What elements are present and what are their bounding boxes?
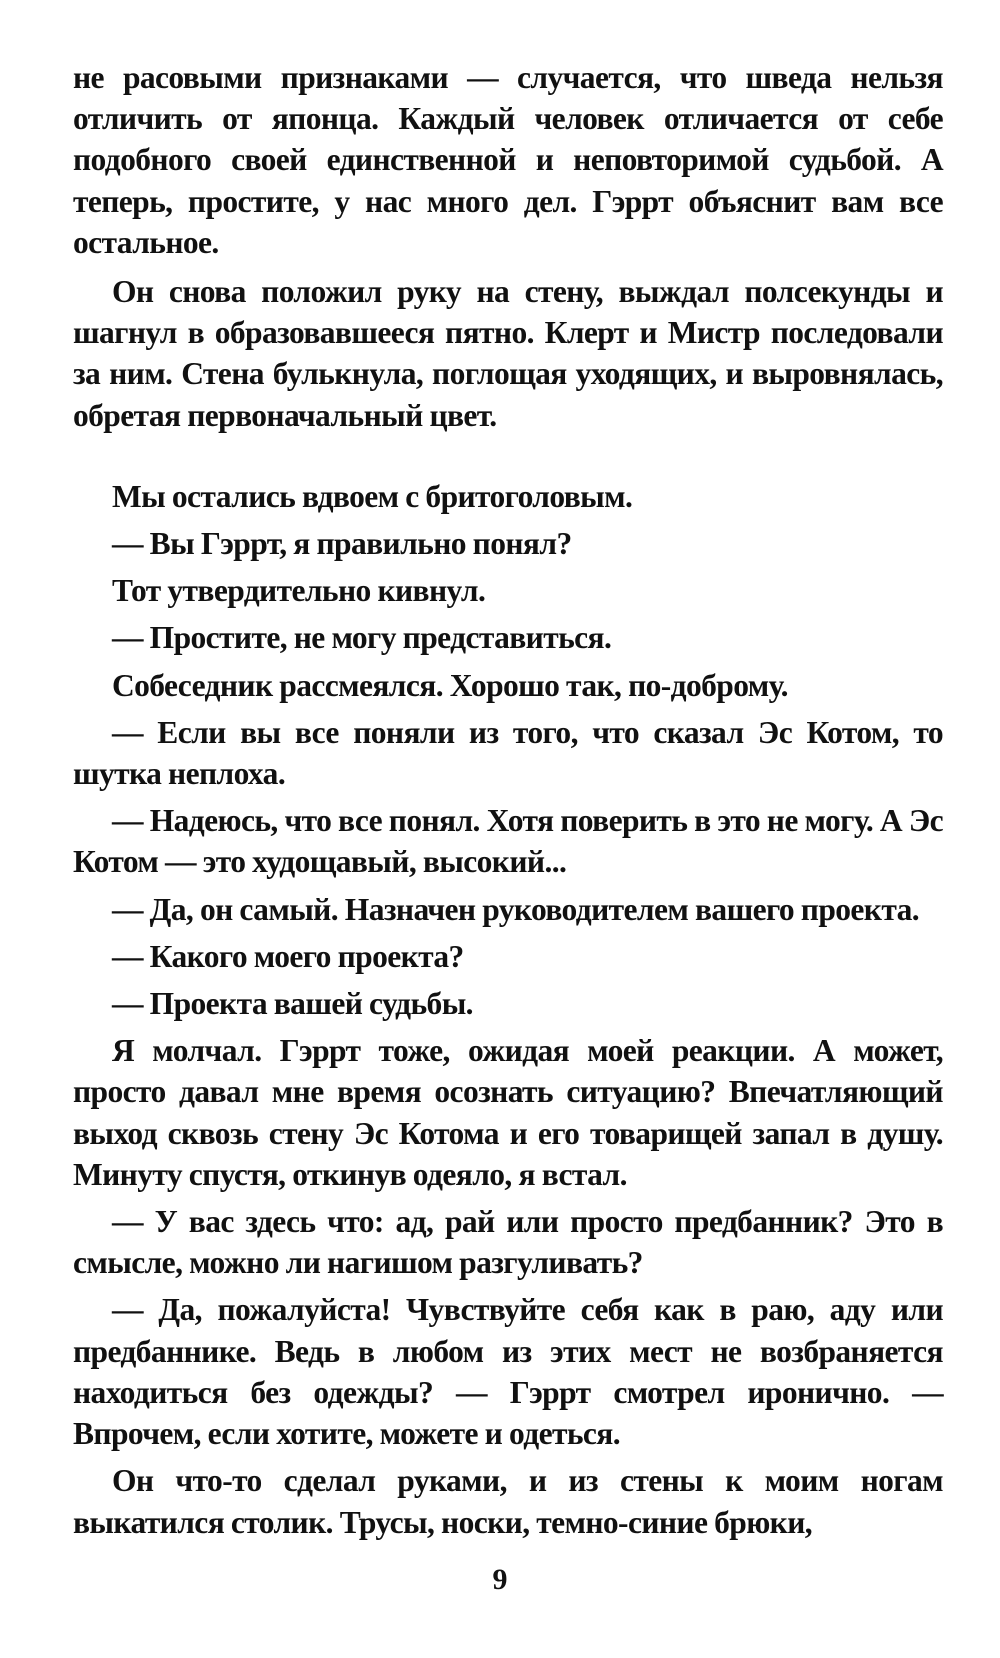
paragraph-4: — Вы Гэррт, я правильно понял? (112, 526, 572, 562)
paragraph-14: — У вас здесь что: ад, рай или просто предбанник? Это в смысле, можно ли нагишом разгуливать? (73, 1204, 943, 1281)
paragraph-10: — Да, он самый. Назначен руководителем вашего проекта. (112, 891, 920, 927)
paragraph-11: — Какого моего проекта? (112, 938, 464, 974)
paragraph-16: Он что-то сделал руками, и из стены к моим ногам выкатился столик. Трусы, носки, темно-синие брюки, (73, 1463, 943, 1540)
section-break (73, 444, 943, 476)
paragraph-1: не расовыми признаками — случается, что шведа нельзя отличить от японца. Каждый человек отличается от себе подобного своей единственной и неповторимой судьбой. А теперь, простите, у нас много дел. Гэррт объяснит вам все остальное. (73, 60, 943, 260)
paragraph-5: Тот утвердительно кивнул. (112, 573, 486, 609)
paragraph-3: Мы остались вдвоем с бритоголовым. (112, 478, 633, 514)
page-text (73, 57, 943, 1549)
paragraph-2: Он снова положил руку на стену, выждал полсекунды и шагнул в образовавшееся пятно. Клерт и Мистр последовали за ним. Стена булькнула, поглощая уходящих, и выровнялась, обретая первоначальный цвет. (73, 274, 943, 433)
paragraph-9: — Надеюсь, что все понял. Хотя поверить в это не могу. А Эс Котом — это худощавый, высокий... (73, 803, 943, 880)
paragraph-6: — Простите, не могу представиться. (112, 620, 612, 656)
paragraph-13: Я молчал. Гэррт тоже, ожидая моей реакции. А может, просто давал мне время осознать ситуацию? Впечатляющий выход сквозь стену Эс Котома и его товарищей запал в душу. Минуту спустя, откинув одеяло, я встал. (73, 1033, 943, 1192)
page-number: 9 (492, 1563, 508, 1596)
paragraph-8: — Если вы все поняли из того, что сказал Эс Котом, то шутка неплоха. (73, 714, 943, 792)
paragraph-15: — Да, пожалуйста! Чувствуйте себя как в раю, аду или предбаннике. Ведь в любом из этих мест не возбраняется находиться без одежды? — Гэррт смотрел иронично. — Впрочем, если хотите, можете и одеться. (73, 1292, 943, 1452)
paragraph-12: — Проекта вашей судьбы. (112, 986, 473, 1022)
paragraph-7: Собеседник рассмеялся. Хорошо так, по-доброму. (112, 667, 788, 703)
